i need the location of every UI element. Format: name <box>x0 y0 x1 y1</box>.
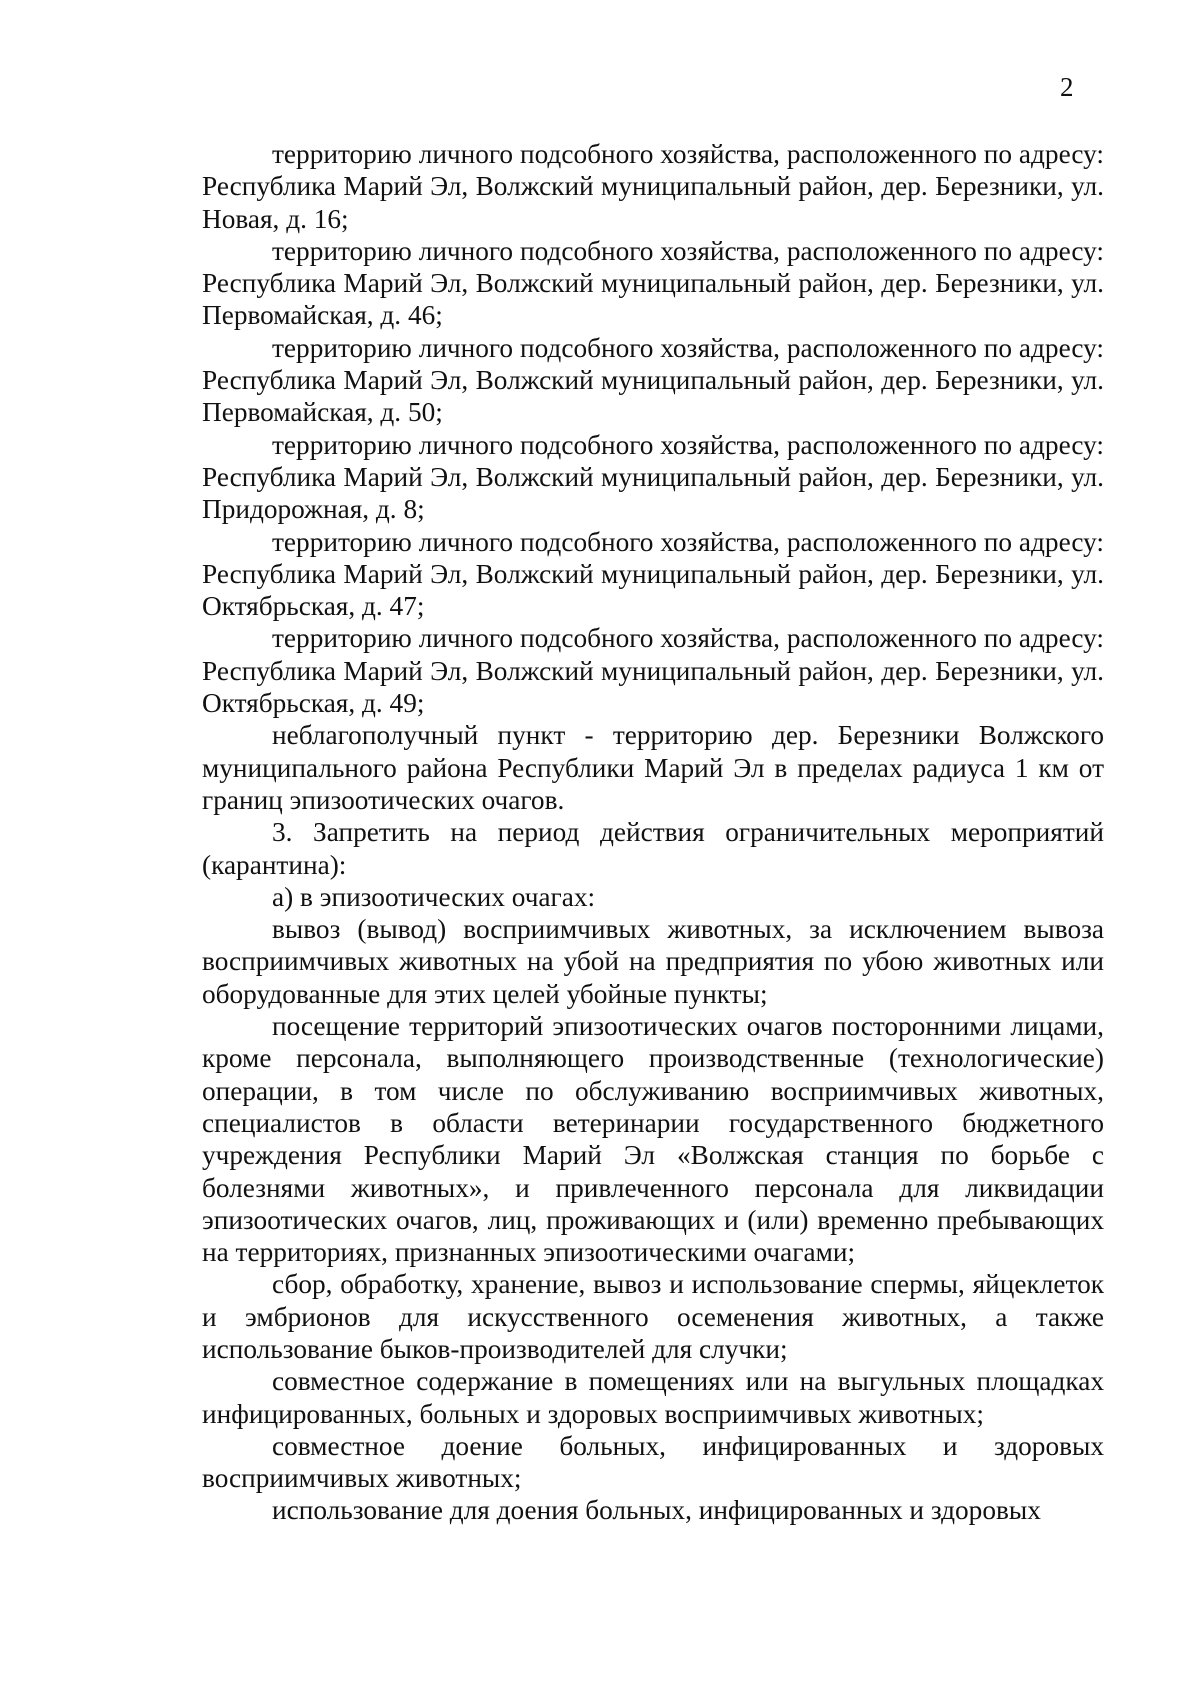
paragraph-unfavorable-point: неблагополучный пункт - территорию дер. Березники Волжского муниципального района Республики Марий Эл в пределах радиуса 1 км от границ эпизоотических очагов. <box>202 720 1104 815</box>
paragraph-visiting-territories: посещение территорий эпизоотических очагов посторонними лицами, кроме персонала, выполняющего производственные (технологические) операции, в том числе по обслуживанию восприимчивых животных, специалистов в области ветеринарии государственного бюджетного учреждения Республики Марий Эл «Волжская станция по борьбе с болезнями животных», и привлеченного персонала для ликвидации эпизоотических очагов, лиц, проживающих и (или) временно пребывающих на территориях, признанных эпизоотическими очагами; <box>202 1011 1104 1268</box>
paragraph-export-animals: вывоз (вывод) восприимчивых животных, за исключением вывоза восприимчивых животных на убой на предприятия по убою животных или оборудованные для этих целей убойные пункты; <box>202 914 1104 1009</box>
paragraph-milking-equipment: использование для доения больных, инфицированных и здоровых <box>272 1495 1041 1526</box>
paragraph-joint-milking: совместное доение больных, инфицированных и здоровых восприимчивых животных; <box>202 1430 1104 1494</box>
paragraph-subitem-a: а) в эпизоотических очагах: <box>272 881 596 912</box>
paragraph-address-oktyabrskaya-47: территорию личного подсобного хозяйства, расположенного по адресу: Республика Марий Эл, Волжский муниципальный район, дер. Березники, ул. Октябрьская, д. 47; <box>202 526 1104 622</box>
paragraph-address-novaya-16: территорию личного подсобного хозяйства, расположенного по адресу: Республика Марий Эл, Волжский муниципальный район, дер. Березники, ул. Новая, д. 16; <box>202 139 1104 234</box>
paragraph-joint-keeping: совместное содержание в помещениях или на выгульных площадках инфицированных, больных и здоровых восприимчивых животных; <box>202 1366 1104 1429</box>
paragraph-address-pervomayskaya-50: территорию личного подсобного хозяйства, расположенного по адресу: Республика Марий Эл, Волжский муниципальный район, дер. Березники, ул. Первомайская, д. 50; <box>202 332 1104 428</box>
paragraph-item-3-prohibit: 3. Запретить на период действия ограничительных мероприятий (карантина): <box>202 817 1104 880</box>
document-body <box>202 138 1104 1527</box>
paragraph-address-pridorozhnaya-8: территорию личного подсобного хозяйства, расположенного по адресу: Республика Марий Эл, Волжский муниципальный район, дер. Березники, ул. Придорожная, д. 8; <box>202 429 1104 525</box>
paragraph-sperm-collection: сбор, обработку, хранение, вывоз и использование спермы, яйцеклеток и эмбрионов для искусственного осеменения животных, а также использование быков-производителей для случки; <box>202 1269 1104 1364</box>
paragraph-address-pervomayskaya-46: территорию личного подсобного хозяйства, расположенного по адресу: Республика Марий Эл, Волжский муниципальный район, дер. Березники, ул. Первомайская, д. 46; <box>202 235 1104 331</box>
paragraph-address-oktyabrskaya-49: территорию личного подсобного хозяйства, расположенного по адресу: Республика Марий Эл, Волжский муниципальный район, дер. Березники, ул. Октябрьская, д. 49; <box>202 623 1104 719</box>
page-number: 2 <box>1060 72 1074 102</box>
